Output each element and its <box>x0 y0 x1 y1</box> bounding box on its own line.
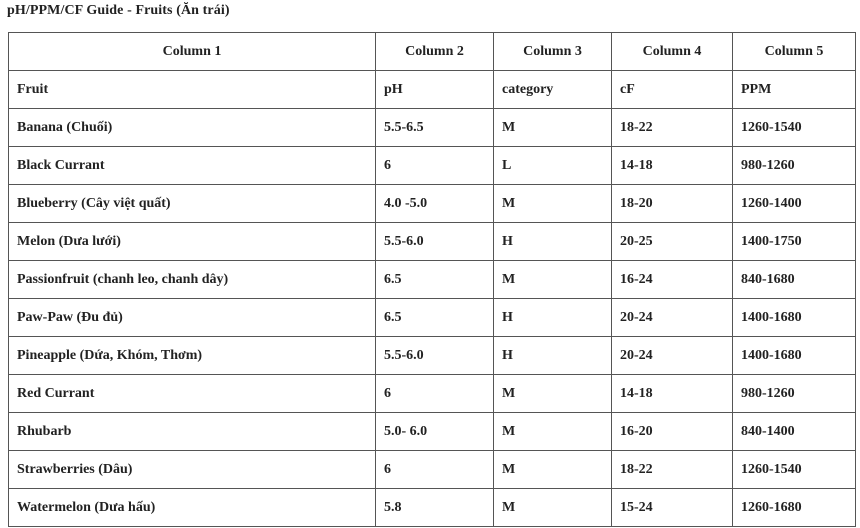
table-cell: L <box>494 147 612 185</box>
table-cell: 5.8 <box>376 489 494 527</box>
table-cell: Blueberry (Cây việt quất) <box>9 185 376 223</box>
table-cell: H <box>494 223 612 261</box>
table-cell: 5.0- 6.0 <box>376 413 494 451</box>
table-cell: 1260-1680 <box>733 489 856 527</box>
table-row <box>9 413 856 451</box>
table-cell: 1400-1680 <box>733 337 856 375</box>
table-cell: M <box>494 413 612 451</box>
table-row <box>9 109 856 147</box>
table-cell: Passionfruit (chanh leo, chanh dây) <box>9 261 376 299</box>
table-row <box>9 261 856 299</box>
table-cell: M <box>494 451 612 489</box>
table-cell: pH <box>376 71 494 109</box>
table-cell: 980-1260 <box>733 375 856 413</box>
table-cell: 6 <box>376 375 494 413</box>
table-cell: 1260-1400 <box>733 185 856 223</box>
table-body <box>9 71 856 527</box>
table-cell: 1260-1540 <box>733 109 856 147</box>
table-cell: 5.5-6.0 <box>376 223 494 261</box>
page-title: pH/PPM/CF Guide - Fruits (Ăn trái) <box>7 3 230 18</box>
table-cell: Red Currant <box>9 375 376 413</box>
table-cell: 16-24 <box>612 261 733 299</box>
table-cell: 16-20 <box>612 413 733 451</box>
table-cell: Watermelon (Dưa hấu) <box>9 489 376 527</box>
table-row <box>9 337 856 375</box>
column-header: Column 5 <box>733 33 856 71</box>
table-cell: category <box>494 71 612 109</box>
table-cell: Paw-Paw (Đu đủ) <box>9 299 376 337</box>
table-cell: 20-24 <box>612 299 733 337</box>
table-row <box>9 489 856 527</box>
header-row <box>9 33 856 71</box>
table-cell: 980-1260 <box>733 147 856 185</box>
table-cell: 14-18 <box>612 375 733 413</box>
table-cell: 5.5-6.0 <box>376 337 494 375</box>
table-cell: M <box>494 109 612 147</box>
table-row <box>9 185 856 223</box>
table-cell: H <box>494 337 612 375</box>
fruit-guide-table <box>8 32 856 527</box>
table-cell: 6 <box>376 147 494 185</box>
table-cell: 6.5 <box>376 261 494 299</box>
table-cell: M <box>494 261 612 299</box>
table-cell: 1400-1750 <box>733 223 856 261</box>
table-cell: Pineapple (Dứa, Khóm, Thơm) <box>9 337 376 375</box>
table-cell: M <box>494 489 612 527</box>
table-cell: 1260-1540 <box>733 451 856 489</box>
table-cell: Black Currant <box>9 147 376 185</box>
table-row <box>9 71 856 109</box>
column-header: Column 4 <box>612 33 733 71</box>
table-cell: PPM <box>733 71 856 109</box>
table-cell: Rhubarb <box>9 413 376 451</box>
table-cell: M <box>494 185 612 223</box>
column-header: Column 1 <box>9 33 376 71</box>
table-cell: 840-1400 <box>733 413 856 451</box>
table-cell: 4.0 -5.0 <box>376 185 494 223</box>
table-row <box>9 223 856 261</box>
table-row <box>9 147 856 185</box>
table-cell: Banana (Chuối) <box>9 109 376 147</box>
table-cell: 6 <box>376 451 494 489</box>
table-cell: 15-24 <box>612 489 733 527</box>
table-cell: cF <box>612 71 733 109</box>
table-cell: 1400-1680 <box>733 299 856 337</box>
table-cell: Strawberries (Dâu) <box>9 451 376 489</box>
table-cell: Melon (Dưa lưới) <box>9 223 376 261</box>
table-header <box>9 33 856 71</box>
table-cell: 14-18 <box>612 147 733 185</box>
table-cell: 5.5-6.5 <box>376 109 494 147</box>
table-cell: 20-25 <box>612 223 733 261</box>
column-header: Column 3 <box>494 33 612 71</box>
table-cell: M <box>494 375 612 413</box>
table-cell: H <box>494 299 612 337</box>
table-cell: 18-20 <box>612 185 733 223</box>
table-cell: 18-22 <box>612 451 733 489</box>
table-row <box>9 451 856 489</box>
table-row <box>9 299 856 337</box>
table-cell: 840-1680 <box>733 261 856 299</box>
table-cell: Fruit <box>9 71 376 109</box>
table-cell: 20-24 <box>612 337 733 375</box>
column-header: Column 2 <box>376 33 494 71</box>
table-cell: 6.5 <box>376 299 494 337</box>
table-cell: 18-22 <box>612 109 733 147</box>
table-row <box>9 375 856 413</box>
